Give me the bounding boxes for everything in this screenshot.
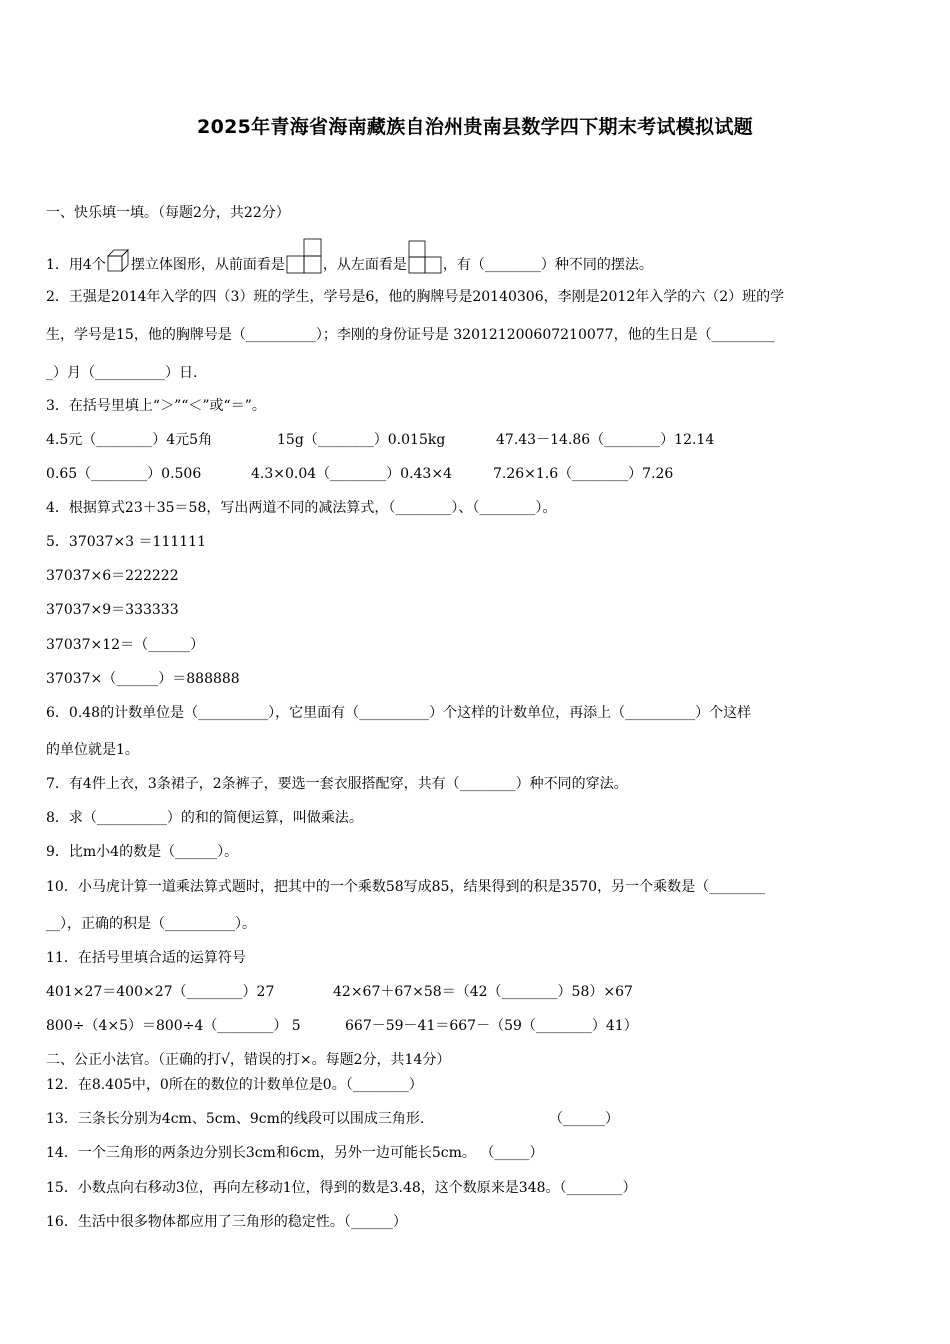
question-16: 16．生活中很多物体都应用了三角形的稳定性。（______） [46, 1214, 407, 1230]
question-7: 7．有4件上衣，3条裙子，2条裤子，要选一套衣服搭配穿，共有（________）种不同的穿法。 [46, 776, 628, 792]
page-title: 2025年青海省海南藏族自治州贵南县数学四下期末考试模拟试题 [197, 116, 753, 138]
question-3-a: 4.5元（________）4元5角 [46, 432, 213, 448]
question-3-line-1: 3．在括号里填上“＞”“＜”或“＝”。 [46, 398, 266, 414]
question-11-d: 667－59－41＝667－（59（________）41） [345, 1018, 638, 1034]
question-5-line-5: 37037×（______）＝888888 [46, 671, 240, 687]
question-10-line-2: __），正确的积是（__________）。 [46, 916, 256, 932]
section-1-heading: 一、快乐填一填。（每题2分，共22分） [46, 205, 290, 221]
question-8: 8．求（__________）的和的简便运算，叫做乘法。 [46, 810, 363, 826]
question-4: 4．根据算式23＋35＝58，写出两道不同的减法算式，（________）、（________）。 [46, 500, 557, 516]
q1-text-a: 1．用4个 [46, 257, 106, 273]
front-view-icon [286, 238, 322, 274]
question-10-line-1: 10．小马虎计算一道乘法算式题时，把其中的一个乘数58写成85，结果得到的积是3570，另一个乘数是（________ [46, 879, 766, 895]
question-3-f: 7.26×1.6（________）7.26 [493, 466, 674, 482]
question-3-b: 15g（________）0.015kg [277, 432, 446, 448]
question-2-line-2: 生，学号是15，他的胸牌号是（__________）；李刚的身份证号是 320121200607210077，他的生日是（_________ [46, 327, 775, 343]
cube-icon [107, 249, 129, 273]
question-15: 15．小数点向右移动3位，再向左移动1位，得到的数是3.48，这个数原来是348。（________） [46, 1180, 637, 1196]
q1-text-c: ，从左面看是 [322, 257, 407, 273]
question-14: 14．一个三角形的两条边分别长3cm和6cm，另外一边可能长5cm。 （_____） [46, 1145, 544, 1161]
q1-text-d: ，有（________）种不同的摆法。 [442, 257, 653, 273]
question-9: 9．比m小4的数是（______）。 [46, 844, 239, 860]
question-6-line-1: 6．0.48的计数单位是（__________），它里面有（__________）个这样的计数单位，再添上（__________）个这样 [46, 705, 752, 721]
question-11-a: 401×27＝400×27（________）27 [46, 984, 275, 1000]
question-3-e: 4.3×0.04（________）0.43×4 [251, 466, 452, 482]
section-2-heading: 二、公正小法官。（正确的打√，错误的打×。每题2分，共14分） [46, 1052, 451, 1068]
question-5-line-2: 37037×6＝222222 [46, 568, 179, 584]
left-view-icon [408, 240, 442, 274]
question-11-c: 800÷（4×5）＝800÷4（________） 5 [46, 1018, 301, 1034]
question-13: 13．三条长分别为4cm、5cm、9cm的线段可以围成三角形. [46, 1111, 425, 1127]
question-2-line-3: _）月（__________）日. [46, 365, 198, 381]
question-11-b: 42×67＋67×58＝（42（________）58）×67 [333, 984, 633, 1000]
question-12: 12．在8.405中，0所在的数位的计数单位是0。（________） [46, 1077, 423, 1093]
question-5-line-3: 37037×9＝333333 [46, 602, 179, 618]
question-1 [46, 238, 653, 274]
question-11-line-1: 11．在括号里填合适的运算符号 [46, 950, 246, 966]
question-6-line-2: 的单位就是1。 [46, 742, 139, 758]
question-5-line-1: 5．37037×3 ＝111111 [46, 534, 206, 550]
question-13-blank: （______） [549, 1111, 619, 1127]
question-5-line-4: 37037×12＝（______） [46, 637, 205, 653]
q1-text-b: 摆立体图形，从前面看是 [130, 257, 285, 273]
question-3-d: 0.65（________）0.506 [46, 466, 202, 482]
question-2-line-1: 2．王强是2014年入学的四（3）班的学生，学号是6，他的胸牌号是20140306，李刚是2012年入学的六（2）班的学 [46, 289, 785, 305]
question-3-c: 47.43－14.86（________）12.14 [496, 432, 715, 448]
